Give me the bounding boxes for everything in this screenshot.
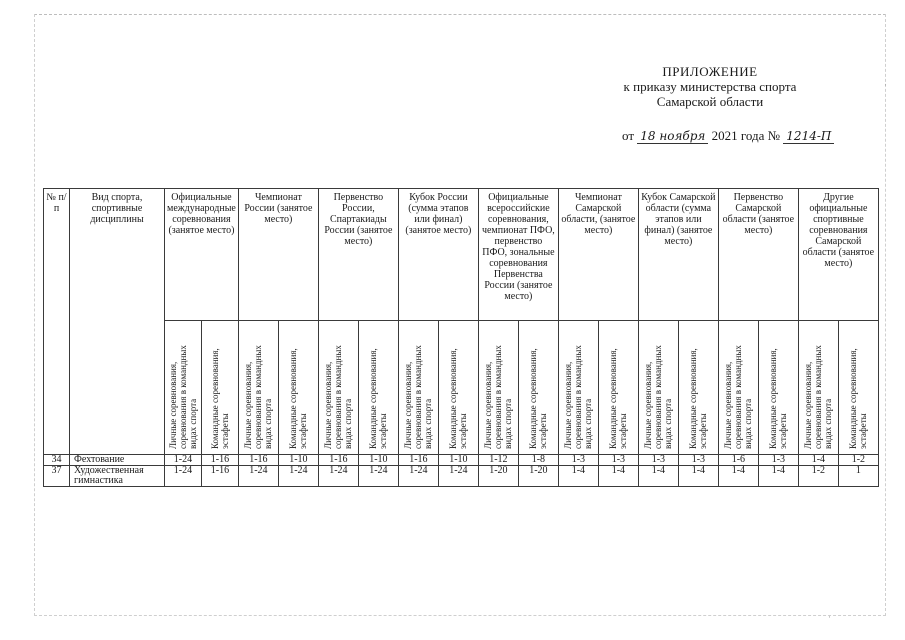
header-sport: Вид спорта, спортивные дисциплины: [70, 189, 165, 455]
row-place-range: 1-4: [558, 466, 598, 487]
row-place-range: 1-4: [758, 466, 798, 487]
appendix-subtitle-line-2: Самарской области: [656, 94, 764, 109]
scan-speck: ·: [828, 612, 831, 622]
row-place-range: 1-24: [438, 466, 478, 487]
subheader-individual: Личные соревнования, соревнования в командных видах спорта: [478, 321, 518, 455]
row-place-range: 1-3: [598, 455, 638, 466]
row-place-range: 1-2: [838, 455, 878, 466]
header-group-region-youth: Первенство Самарской области (занятое место): [718, 189, 798, 321]
subheader-team: Командные соревнования, эстафеты: [201, 321, 238, 455]
table-header-row-groups: [44, 189, 879, 321]
header-group-region-championship: Чемпионат Самарской области, (занятое место): [558, 189, 638, 321]
row-place-range: 1-24: [398, 466, 438, 487]
row-place-range: 1-24: [318, 466, 358, 487]
row-place-range: 1-16: [201, 466, 238, 487]
table-body: [44, 455, 879, 487]
row-place-range: 1-16: [238, 455, 278, 466]
header-group-russia-youth: Первенство России, Спартакиады России (занятое место): [318, 189, 398, 321]
row-place-range: 1-4: [718, 466, 758, 487]
scan-speck: ·: [884, 80, 887, 90]
row-place-range: 1-4: [678, 466, 718, 487]
row-place-range: 1-4: [598, 466, 638, 487]
row-place-range: 1-3: [558, 455, 598, 466]
row-place-range: 1-3: [758, 455, 798, 466]
row-place-range: 1-24: [278, 466, 318, 487]
row-place-range: 1-6: [718, 455, 758, 466]
subheader-team: Командные соревнования, эстафеты: [678, 321, 718, 455]
row-number: 37: [44, 466, 70, 487]
subheader-team: Командные соревнования, эстафеты: [358, 321, 398, 455]
table-row: [44, 455, 879, 466]
subheader-team: Командные соревнования, эстафеты: [278, 321, 318, 455]
appendix-title: ПРИЛОЖЕНИЕ: [662, 64, 758, 79]
subheader-individual: Личные соревнования, соревнования в командных видах спорта: [165, 321, 202, 455]
row-place-range: 1-10: [438, 455, 478, 466]
header-group-region-cup: Кубок Самарской области (сумма этапов или финал) (занятое место): [638, 189, 718, 321]
table-row: [44, 466, 879, 487]
header-number: № п/п: [44, 189, 70, 455]
row-place-range: 1-10: [278, 455, 318, 466]
row-place-range: 1-3: [678, 455, 718, 466]
row-place-range: 1-4: [798, 455, 838, 466]
row-sport: Художественная гимнастика: [70, 466, 165, 487]
subheader-individual: Личные соревнования, соревнования в командных видах спорта: [718, 321, 758, 455]
header-group-other: Другие официальные спортивные соревнования Самарской области (занятое место): [798, 189, 878, 321]
row-place-range: 1-16: [201, 455, 238, 466]
subheader-individual: Личные соревнования, соревнования в командных видах спорта: [638, 321, 678, 455]
row-place-range: 1-24: [165, 466, 202, 487]
row-place-range: 1-20: [478, 466, 518, 487]
row-place-range: 1-4: [638, 466, 678, 487]
subheader-team: Командные соревнования, эстафеты: [438, 321, 478, 455]
header-group-all-russian: Официальные всероссийские соревнования, чемпионат ПФО, первенство ПФО, зональные соревнования Первенства России (занятое место): [478, 189, 558, 321]
subheader-team: Командные соревнования, эстафеты: [598, 321, 638, 455]
row-place-range: 1-24: [238, 466, 278, 487]
row-place-range: 1-16: [318, 455, 358, 466]
row-place-range: 1-3: [638, 455, 678, 466]
row-place-range: 1-20: [518, 466, 558, 487]
row-place-range: 1-24: [165, 455, 202, 466]
order-date-handwritten: 18 ноября: [637, 129, 708, 144]
order-number-handwritten: 1214-П: [783, 129, 834, 144]
subheader-team: Командные соревнования, эстафеты: [838, 321, 878, 455]
row-place-range: 1-2: [798, 466, 838, 487]
order-prefix: от: [622, 128, 635, 143]
header-group-russia-cup: Кубок России (сумма этапов или финал) (занятое место): [398, 189, 478, 321]
appendix-heading: [560, 64, 860, 109]
header-group-international: Официальные международные соревнования (занятое место): [165, 189, 239, 321]
appendix-subtitle-line-1: к приказу министерства спорта: [623, 79, 797, 94]
subheader-team: Командные соревнования, эстафеты: [518, 321, 558, 455]
order-year: 2021 года №: [711, 128, 781, 143]
subheader-team: Командные соревнования, эстафеты: [758, 321, 798, 455]
header-group-russia-championship: Чемпионат России (занятое место): [238, 189, 318, 321]
ranking-table: [43, 188, 879, 487]
subheader-individual: Личные соревнования, соревнования в командных видах спорта: [398, 321, 438, 455]
row-place-range: 1-16: [398, 455, 438, 466]
row-number: 34: [44, 455, 70, 466]
row-place-range: 1-24: [358, 466, 398, 487]
table-header-row-subtypes: [44, 321, 879, 455]
subheader-individual: Личные соревнования, соревнования в командных видах спорта: [318, 321, 358, 455]
subheader-individual: Личные соревнования, соревнования в командных видах спорта: [798, 321, 838, 455]
row-place-range: 1-8: [518, 455, 558, 466]
row-place-range: 1-12: [478, 455, 518, 466]
row-place-range: 1-10: [358, 455, 398, 466]
order-reference: [622, 128, 872, 144]
row-place-range: 1: [838, 466, 878, 487]
row-sport: Фехтование: [70, 455, 165, 466]
subheader-individual: Личные соревнования, соревнования в командных видах спорта: [238, 321, 278, 455]
subheader-individual: Личные соревнования, соревнования в командных видах спорта: [558, 321, 598, 455]
